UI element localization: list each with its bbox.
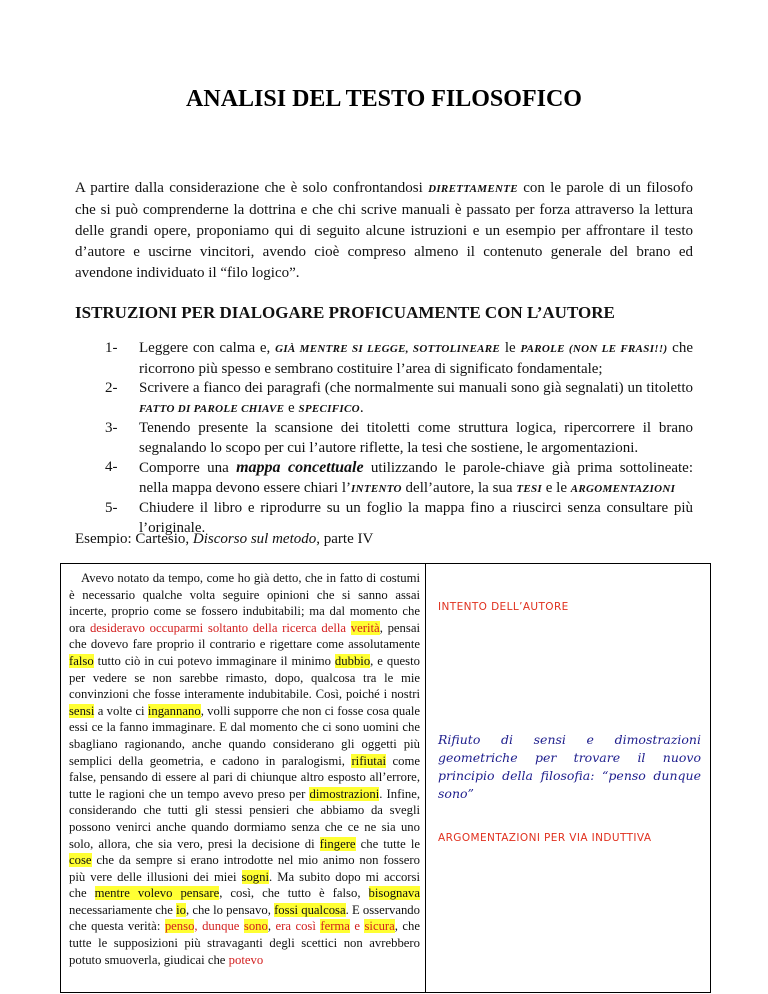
passage-text: . Ma subito dopo mi accorsi che (69, 869, 420, 901)
passage-text: come false, pensando di essere al pari di chiunque altro esposto all’errore, tutte le ragioni che un tempo avevo preso per (69, 753, 420, 801)
passage-text: , pensai che dovevo fare proprio il contrario e rigettare come assolutamente (69, 620, 420, 652)
highlighted-keyword: falso (69, 653, 94, 668)
note-intent: INTENTO DELL’AUTORE (438, 601, 569, 613)
red-underlined-text: e (349, 919, 365, 934)
red-underlined-text: era così (275, 919, 321, 934)
concept-map-emphasis: mappa concettuale (236, 459, 364, 476)
highlighted-keyword: sensi (69, 703, 95, 718)
passage-text: Avevo notato da tempo, come ho già detto, che in fatto di costumi è necessario qualche volta seguire opinioni che si sanno assai incerte, proprio come se fossero indubitabili; ma dal momento che ora (69, 571, 420, 635)
descartes-passage (69, 570, 420, 968)
highlighted-keyword: ferma (320, 919, 350, 934)
highlighted-keyword: dimostrazioni (309, 786, 380, 801)
passage-text: che da sempre si erano introdotte nel mio animo non fossero più vere delle illusioni dei miei (69, 853, 420, 884)
instruction-emphasis: ARGOMENTAZIONI (570, 482, 676, 495)
instruction-text: Comporre una (139, 460, 237, 476)
red-underlined-text: desideravo occuparmi soltanto della ricerca della (89, 620, 351, 635)
highlighted-keyword: dubbio (334, 653, 371, 668)
instruction-text: e (284, 399, 299, 416)
instruction-number: 1- (105, 340, 118, 356)
highlighted-keyword: verità (350, 620, 380, 635)
red-underlined-text: dunque (202, 919, 240, 934)
instruction-text: dell’autore, la sua (401, 479, 517, 496)
passage-text: , così, che tutto è falso, (219, 886, 369, 901)
passage-text: , volli supporre che non ci fosse cosa quale essi ce la fanno immaginare. E dal momento che ci sono uomini che sbagliano ragionando, anche quando considerano gli oggetti più semplici della geometria, e cadono in paralogismi, (69, 703, 420, 768)
highlighted-keyword: fossi qualcosa (274, 902, 346, 917)
instruction-item-2 (105, 379, 693, 419)
instruction-item-4 (105, 458, 693, 499)
section-heading: ISTRUZIONI PER DIALOGARE PROFICUAMENTE CON L’AUTORE (75, 303, 615, 322)
highlighted-keyword: penso (164, 919, 195, 934)
passage-text: , (267, 919, 276, 934)
instruction-number: 5- (105, 500, 118, 516)
instruction-list (105, 339, 693, 538)
intro-emphasis: DIRETTAMENTE (428, 183, 518, 195)
instruction-text: Scrivere a fianco dei paragrafi (che normalmente sui manuali sono già segnalati) un titoletto (139, 380, 693, 396)
red-underlined-text: , (194, 919, 203, 934)
passage-text: . Infine, considerando che tutti gli stessi pensieri che abbiamo da svegli possono venirci anche quando dormiamo senza che ce ne sia uno solo, allora, che sia vero, presi la decisione di (69, 786, 420, 851)
notes-cell (426, 564, 711, 993)
highlighted-keyword: sogni (241, 869, 270, 884)
highlighted-keyword: fingere (319, 836, 356, 851)
example-work-title: Discorso sul metodo (192, 531, 317, 547)
highlighted-keyword: ingannano (147, 703, 201, 718)
note-thesis: Rifiuto di sensi e dimostrazioni geometriche per trovare il nuovo principio della filosofia: “penso dunque sono” (438, 732, 701, 801)
instruction-text: e le (542, 479, 571, 496)
instruction-number: 4- (105, 459, 118, 475)
instruction-emphasis: TESI (516, 482, 542, 495)
highlighted-keyword: sicura (364, 919, 395, 934)
passage-text: , che tutte le supposizioni più stravaganti degli scettici non avrebbero potuto smuoverla, giudicai che (69, 919, 421, 967)
example-prefix: Esempio: Cartesio, (75, 531, 193, 547)
passage-cell (61, 564, 426, 993)
passage-text: , e questo per vedere se non sarebbe rimasto, dopo, qualcosa tra le mie convinzioni che fosse interamente indubitabile. Così, poiché i nostri (69, 653, 420, 702)
red-underlined-text: potevo (228, 952, 264, 967)
instruction-text: utilizzando le parole-chiave già prima sottolineate: nella mappa devono essere chiari l’ (139, 460, 694, 496)
example-suffix: , parte IV (316, 531, 374, 547)
instruction-emphasis: PAROLE (NON LE FRASI!!) (520, 343, 668, 355)
instruction-item-1 (105, 339, 693, 379)
instruction-text: che ricorrono più spesso e sembrano costituire l’area di significato fondamentale; (139, 340, 693, 377)
highlighted-keyword: cose (69, 853, 92, 868)
example-caption (75, 531, 373, 548)
instruction-emphasis: FATTO DI PAROLE CHIAVE (139, 402, 285, 415)
highlighted-keyword: rifiutai (351, 753, 386, 768)
page-title: ANALISI DEL TESTO FILOSOFICO (186, 86, 582, 112)
instruction-emphasis: SPECIFICO (298, 402, 360, 415)
instruction-item-3 (105, 419, 693, 458)
intro-text-1: A partire dalla considerazione che è solo confrontandosi (75, 180, 429, 196)
instruction-emphasis: GIÀ MENTRE SI LEGGE, SOTTOLINEARE (275, 343, 501, 355)
highlighted-keyword: sono (243, 919, 268, 934)
instruction-number: 2- (105, 380, 118, 396)
highlighted-keyword: mentre volevo pensare (94, 886, 220, 901)
instruction-text: Leggere con calma e, (139, 340, 276, 356)
highlighted-keyword: io (176, 902, 186, 917)
note-argument: ARGOMENTAZIONI PER VIA INDUTTIVA (438, 832, 652, 844)
instruction-number: 3- (105, 420, 118, 436)
highlighted-keyword: bisognava (368, 886, 420, 901)
example-table (60, 563, 711, 993)
intro-paragraph (75, 178, 693, 284)
passage-text: che tutte le (355, 836, 420, 851)
instruction-text: . (359, 399, 364, 416)
passage-text: . E osservando che questa verità: (69, 902, 420, 934)
passage-text: necessariamente che (69, 902, 177, 917)
instruction-emphasis: INTENTO (351, 482, 402, 495)
instruction-text: Tenendo presente la scansione dei titoletti come struttura logica, ripercorrere il brano segnalando lo scopo per cui l’autore riflette, la tesi che sostiene, le argomentazioni. (139, 420, 693, 456)
passage-text: a volte ci (94, 703, 148, 718)
instruction-text: le (500, 340, 521, 356)
intro-text-2: con le parole di un filosofo che si può comprenderne la dottrina e che chi scrive manuali è passato per forza attraverso la lettura delle grandi opere, proponiamo qui di seguito alcune istruzioni e un esempio per affrontare il testo d’autore e uscirne vincitori, avendo cioè compreso almeno il contenuto generale del brano ed avendone individuato il “filo logico”. (75, 180, 693, 281)
passage-text: tutto ciò in cui potevo immaginare il minimo (93, 653, 335, 668)
instruction-text: Chiudere il libro e riprodurre su un foglio la mappa fino a riuscirci senza consultare più l’originale. (139, 500, 693, 536)
passage-text: , che lo pensavo, (185, 902, 275, 917)
